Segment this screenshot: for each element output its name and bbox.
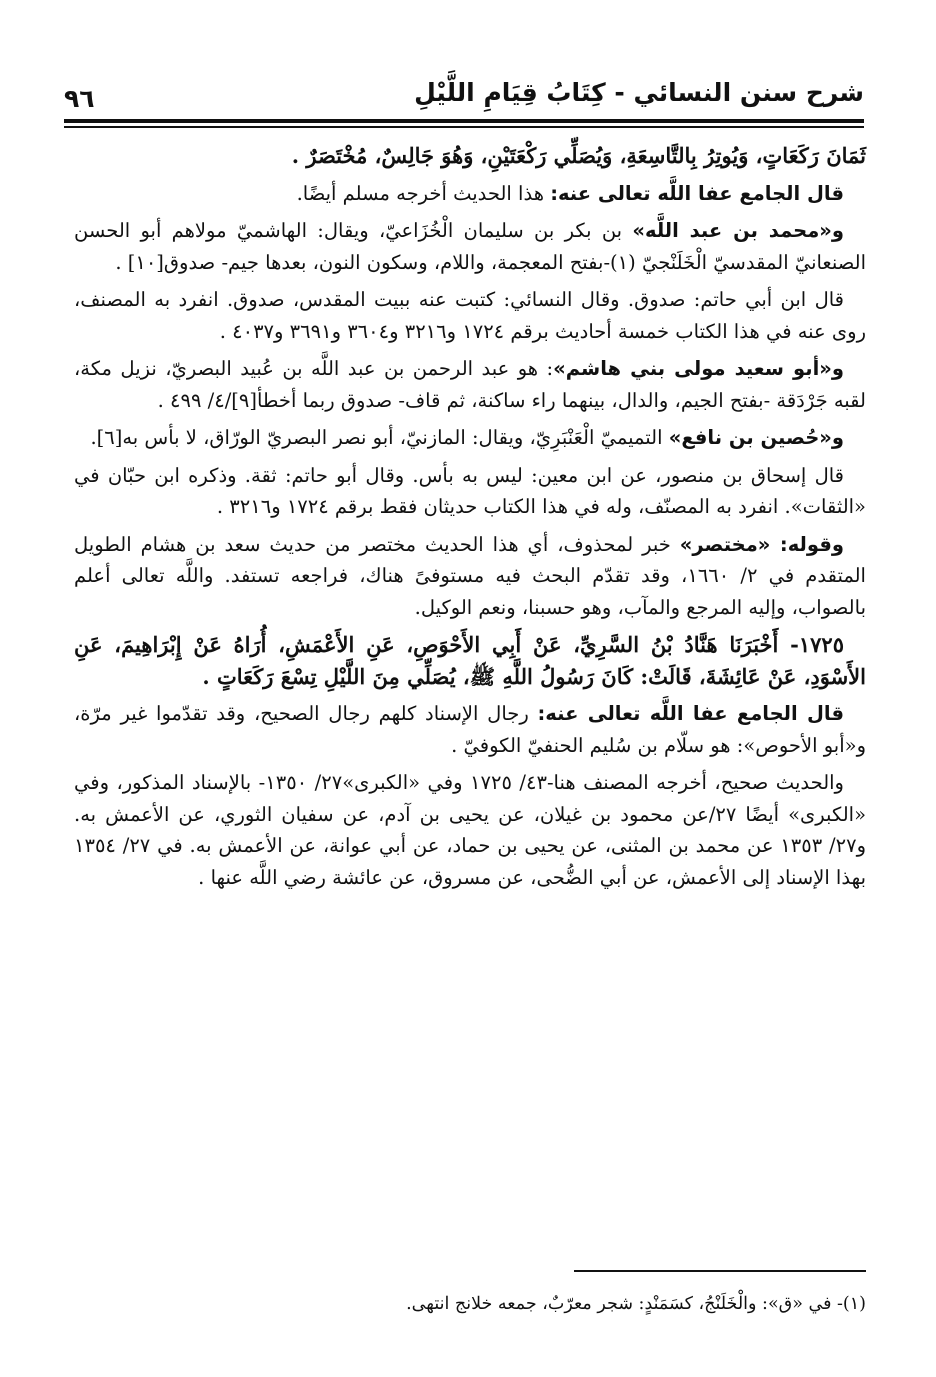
paragraph-text: ثَمَانَ رَكَعَاتٍ، وَيُوتِرُ بِالتَّاسِعَةِ، وَيُصَلِّي رَكْعَتَيْنِ، وَهُوَ جَالِسٌ، مُخْتَصَرٌ . (291, 143, 866, 168)
commentary-paragraph (74, 698, 866, 761)
paragraph-text: خبر لمحذوف، أي هذا الحديث مختصر من حديث سعد بن هشام الطويل المتقدم في ٢/ ١٦٦٠، وقد تقدّم البحث فيه مستوفىً هناك، فراجعه تستفد. واللَّه تعالى أعلم بالصواب، وإليه المرجع والمآب، وهو حسبنا، ونعم الوكيل. (74, 532, 866, 619)
paragraph-lead: و«محمد بن عبد اللَّه» (632, 219, 844, 242)
header-rule-thin (64, 126, 864, 128)
page-number: ٩٦ (64, 84, 95, 113)
paragraph-text: رجال الإسناد كلهم رجال الصحيح، وقد تقدّموا غير مرّة، و«أبو الأحوص»: هو سلّام بن سُليم الحنفيّ الكوفيّ . (74, 702, 866, 757)
narrator-paragraph (74, 215, 866, 278)
paragraph-text: ١٧٢٥- أَخْبَرَنَا هَنَّادُ بْنُ السَّرِيِّ، عَنْ أَبِي الأَحْوَصِ، عَنِ الأَعْمَشِ، أُرَاهُ عَنْ إِبْرَاهِيمَ، عَنِ الأَسْوَدِ، عَنْ عَائِشَةَ، قَالَتْ: كَانَ رَسُولُ اللَّهِ ﷺ، يُصَلِّي مِنَ اللَّيْلِ تِسْعَ رَكَعَاتٍ . (74, 632, 866, 689)
paragraph-text: التميميّ الْعَنْبَرِيّ، ويقال: المازنيّ، أبو نصر البصريّ الورّاق، لا بأس به[٦]. (90, 426, 669, 449)
page-header (64, 78, 864, 130)
paragraph-text: قال ابن أبي حاتم: صدوق. وقال النسائي: كتبت عنه ببيت المقدس، صدوق. انفرد به المصنف، روى عنه في هذا الكتاب خمسة أحاديث برقم ١٧٢٤ و٣٢١٦ و٣٦٠٤ و٣٦٩١ و٤٠٣٧ . (74, 288, 866, 343)
footnote-separator (574, 1270, 866, 1272)
paragraph-lead: و«حُصين بن نافع» (668, 426, 844, 449)
running-header-title: شرح سنن النسائي - كِتَابُ قِيَامِ اللَّيْلِ (414, 78, 864, 107)
paragraph-lead: قال الجامع عفا اللَّه تعالى عنه: (537, 702, 844, 725)
hadith-continuation (74, 140, 866, 172)
paragraph-text: : هو عبد الرحمن بن عبد اللَّه بن عُبيد البصريّ، نزيل مكة، لقبه جَرْدَقة -بفتح الجيم، والدال، بينهما راء ساكنة، ثم قاف- صدوق ربما أخطأ[٩]/٤/ ٤٩٩ . (74, 357, 866, 412)
paragraph-lead: وقوله: «مختصر» (679, 532, 844, 556)
body-text (74, 140, 866, 899)
narrator-paragraph (74, 284, 866, 347)
footnote: (١)- في «ق»: والْخَلَنْجُ، كسَمَنْدٍ: شجر معرّبٌ، جمعه خلانج انتهى. (406, 1294, 866, 1314)
commentary-paragraph (74, 529, 866, 624)
takhrij-paragraph (74, 767, 866, 893)
narrator-paragraph (74, 460, 866, 523)
paragraph-lead: قال الجامع عفا اللَّه تعالى عنه: (550, 181, 844, 205)
paragraph-text: والحديث صحيح، أخرجه المصنف هنا-٤٣/ ١٧٢٥ وفي «الكبرى»٢٧/ ١٣٥٠- بالإسناد المذكور، وفي «الكبرى» أيضًا ٢٧/عن محمود بن غيلان، عن يحيى بن آدم، عن سفيان الثوري، عن الأعمش به. و٢٧/ ١٣٥٣ عن محمد بن المثنى، عن يحيى بن حماد، عن أبي عوانة، عن الأعمش به. في ٢٧/ ١٣٥٤ بهذا الإسناد إلى الأعمش، عن أبي الضُّحى، عن مسروق، عن عائشة رضي اللَّه عنها . (74, 771, 867, 889)
narrator-paragraph (74, 353, 866, 416)
paragraph-text: هذا الحديث أخرجه مسلم أيضًا. (296, 181, 551, 205)
narrator-paragraph (74, 422, 866, 454)
commentary-paragraph (74, 178, 866, 210)
paragraph-text: قال إسحاق بن منصور، عن ابن معين: ليس به بأس. وقال أبو حاتم: ثقة. وذكره ابن حبّان في «الثقات». انفرد به المصنّف، وله في هذا الكتاب حديثان فقط برقم ١٧٢٤ و٣٢١٦ . (74, 463, 866, 518)
header-rule (64, 119, 864, 123)
paragraph-lead: و«أبو سعيد مولى بني هاشم» (553, 357, 844, 380)
hadith-paragraph (74, 629, 866, 692)
paragraph-text: بن بكر بن سليمان الْخُزَاعيّ، ويقال: الهاشميّ مولاهم أبو الحسن الصنعانيّ المقدسيّ الْخَلَنْجيّ (١)-بفتح المعجمة، واللام، وسكون النون، بعدها جيم- صدوق[١٠] . (74, 219, 866, 274)
